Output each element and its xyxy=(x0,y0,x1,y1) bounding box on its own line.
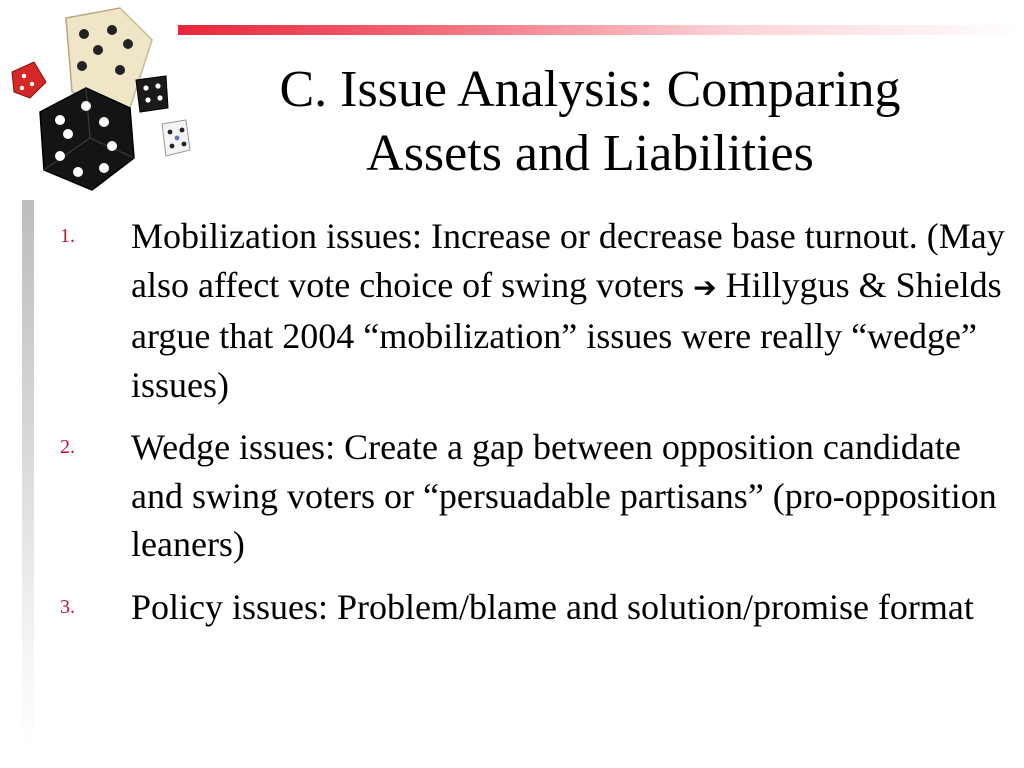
list-item-policy xyxy=(60,583,1010,632)
left-accent-rule xyxy=(22,200,34,750)
item-text-part1: Mobilization issues: Increase or decrease base turnout. (May also affect vote choice of swing voters xyxy=(131,216,1005,305)
title-line-1: C. Issue Analysis: Comparing xyxy=(279,61,901,118)
list-item-mobilization xyxy=(60,212,1010,409)
title-line-2: Assets and Liabilities xyxy=(366,125,814,182)
right-arrow-icon: ➔ xyxy=(693,270,717,304)
list-number: 2. xyxy=(60,436,75,458)
item-text: Policy issues: Problem/blame and solution/promise format xyxy=(131,586,974,627)
item-text: Wedge issues: Create a gap between opposition candidate and swing voters or “persuadable partisans” (pro-opposition leaners) xyxy=(131,427,997,564)
dice-illustration xyxy=(0,0,200,200)
large-black-die-icon xyxy=(40,88,134,190)
small-white-die-icon xyxy=(162,120,190,156)
list-number: 1. xyxy=(60,225,75,247)
list-number: 3. xyxy=(60,595,75,618)
item-text-part2: Hillygus & Shields argue that 2004 “mobilization” issues were really “wedge” issues) xyxy=(131,264,1002,405)
issue-list xyxy=(60,212,1010,645)
list-item-wedge xyxy=(60,423,1010,569)
slide-title xyxy=(200,58,980,186)
top-accent-rule xyxy=(178,25,1024,35)
small-black-die-icon xyxy=(136,76,168,112)
red-die-icon xyxy=(12,62,46,98)
